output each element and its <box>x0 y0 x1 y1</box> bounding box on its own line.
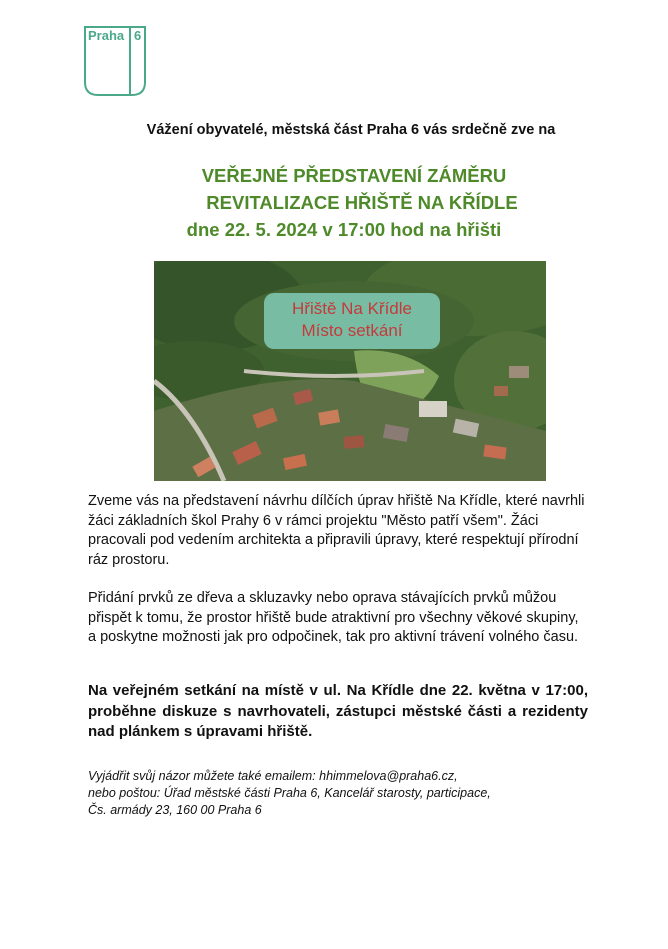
title-line-2: REVITALIZACE HŘIŠTĚ NA KŘÍDLE <box>206 192 518 213</box>
photo-label <box>264 293 440 349</box>
paragraph-intro: Zveme vás na představení návrhu dílčích úprav hřiště Na Křídle, které navrhli žáci základních škol Prahy 6 v rámci projektu "Město patří všem". Žáci pracovali pod vedením architekta a připravili úpravy, které respektují přírodní ráz prostoru. <box>88 493 585 568</box>
greeting: Vážení obyvatelé, městská část Praha 6 vás srdečně zve na <box>146 122 556 138</box>
contact-info <box>88 768 588 819</box>
photo-label-line-1: Hřiště Na Křídle <box>292 299 412 318</box>
photo-label-line-2: Místo setkání <box>301 321 403 340</box>
title-line-3: dne 22. 5. 2024 v 17:00 hod na hřišti <box>186 219 502 240</box>
contact-line-3: Čs. armády 23, 160 00 Praha 6 <box>88 803 262 817</box>
contact-line-1: Vyjádřit svůj názor můžete také emailem: hhimmelova@praha6.cz, <box>88 769 458 783</box>
paragraph-meeting: Na veřejném setkání na místě v ul. Na Křídle dne 22. května v 17:00, proběhne diskuze s navrhovateli, zástupci městské části a rezidenty nad plánkem s úpravami hřiště. <box>88 682 588 740</box>
title-line-1: VEŘEJNÉ PŘEDSTAVENÍ ZÁMĚRU <box>201 165 507 186</box>
logo-number: 6 <box>134 28 142 43</box>
logo-text: Praha <box>88 28 125 43</box>
contact-line-2: nebo poštou: Úřad městské části Praha 6, Kancelář starosty, participace, <box>88 786 491 800</box>
aerial-photo <box>154 261 546 481</box>
paragraph-elements: Přidání prvků ze dřeva a skluzavky nebo oprava stávajících prvků můžou přispět k tomu, že prostor hřiště bude atraktivní pro všechny věkové skupiny, a poskytne možnosti jak pro odpočinek, tak pro aktivní trávení volného času. <box>88 590 579 645</box>
praha6-logo <box>84 26 146 96</box>
